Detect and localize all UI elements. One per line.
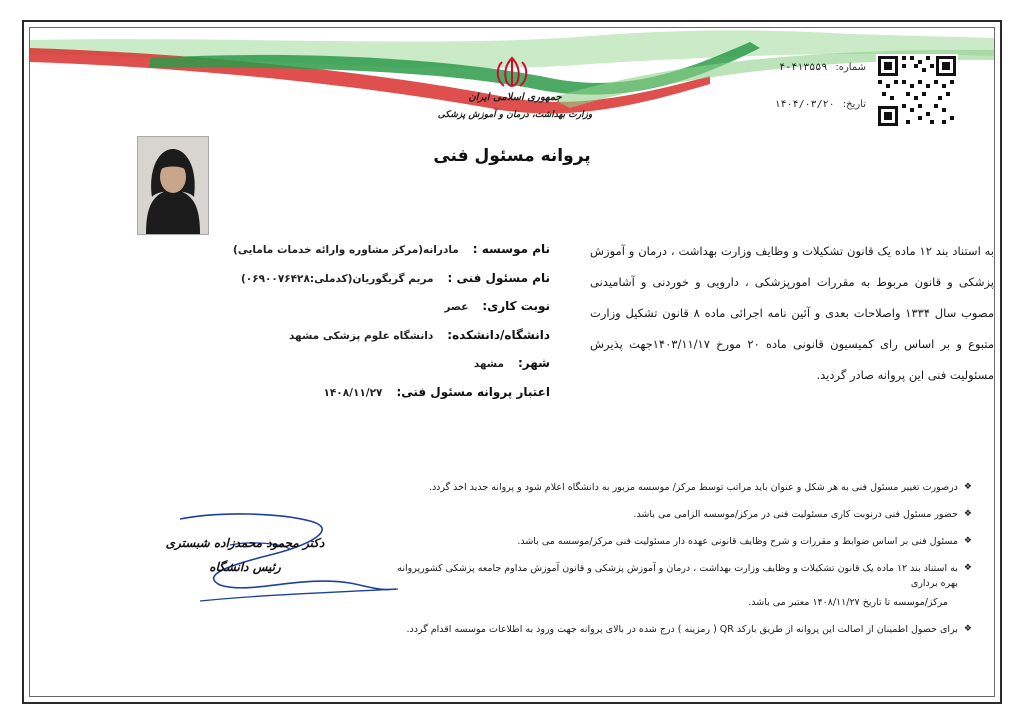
number-label: شماره: [835,62,866,73]
number-field [748,62,866,73]
technical-manager-label: نام مسئول فنی : [447,270,550,285]
date-value: ۱۴۰۴/۰۳/۲۰ [774,99,835,110]
license-body-text: به استناد بند ۱۲ ماده یک قانون تشکیلات و وظایف وزارت بهداشت ، درمان و آموزش پزشکی و قانون مربوط به مقررات امورپزشکی ، دارویی و خوردنی و آشامیدنی مصوب سال ۱۳۳۴ واصلاحات بعدی و آئین نامه اجرائی ماده ۸ قانون تشکیل وزارت متبوع و بر اساس رای کمیسیون قانونی ماده ۲۰ مورخ ۱۴۰۳/۱۱/۱۷جهت پذیرش مسئولیت فنی این پروانه صادر گردید. [590,244,995,382]
note-item [380,561,972,591]
note-text: حضور مسئول فنی درنوبت کاری مسئولیت فنی در مرکز/موسسه الزامی می باشد. [633,509,958,520]
note-item [380,534,972,549]
note-text: برای حصول اطمینان از اصالت این پروانه از طریق بارکد QR ( رمزینه ) درج شده در بالای پروانه جهت ورود به اطلاعات موسسه اقدام گردد. [406,624,958,635]
diamond-bullet-icon: ❖ [963,482,972,492]
signer-block [140,536,350,574]
diamond-bullet-icon: ❖ [963,509,972,519]
university-value: دانشگاه علوم پزشکی مشهد [288,329,434,342]
shift-row [270,299,550,328]
shift-label: نوبت کاری: [482,299,550,313]
qr-code-icon [876,54,958,128]
validity-value: ۱۴۰۸/۱۱/۲۷ [323,386,383,399]
note-text: به استناد بند ۱۲ ماده یک قانون تشکیلات و وظایف وزارت بهداشت ، درمان و آموزش پزشکی و قانون آموزش مداوم جامعه پزشکی کشورپروانه بهره برداری [397,563,958,589]
date-label: تاریخ: [842,99,866,110]
university-row [270,328,550,357]
ministry-line-1: جمهوری اسلامی ایران [468,92,562,103]
technical-manager-row [240,270,550,300]
validity-label: اعتبار پروانه مسئول فنی: [396,384,550,399]
holder-photo [137,136,209,235]
city-value: مشهد [473,358,504,370]
signer-name: دکتر محمود محمدزاده شبستری [165,536,325,550]
note-item [380,622,972,637]
date-field [748,99,866,110]
diamond-bullet-icon: ❖ [963,624,972,634]
page-title: پروانه مسئول فنی [433,146,591,166]
iran-emblem-icon [492,54,532,90]
technical-manager-value: مریم گریگوریان(کدملی:۰۶۹۰۰۷۶۴۲۸) [240,272,434,285]
info-block [233,242,550,413]
city-label: شهر: [518,356,550,370]
ministry-line-2: وزارت بهداشت، درمان و آموزش پزشکی [437,110,593,120]
signer-role: رئیس دانشگاه [209,560,281,574]
city-row [270,356,550,385]
note-text: درصورت تغییر مسئول فنی به هر شکل و عنوان باید مراتب توسط مرکز/ موسسه مزبور به دانشگاه اعلام شود و پروانه جدید اخذ گردد. [428,482,958,493]
note-text: مسئول فنی بر اساس ضوابط و مقررات و شرح وظایف قانونی عهده دار مسئولیت فنی مرکز/موسسه می باشد. [517,536,958,547]
notes-list [380,480,972,649]
validity-row [270,385,550,414]
note-item-continuation [380,595,948,610]
shift-value: عصر [444,301,469,313]
note-item [380,480,972,495]
number-value: ۴-۴۱۳۵۵۹ [779,62,828,73]
diamond-bullet-icon: ❖ [963,563,972,573]
diamond-bullet-icon: ❖ [963,536,972,546]
institution-label: نام موسسه : [472,242,550,256]
note-item [380,507,972,522]
university-label: دانشگاه/دانشکده: [447,327,550,342]
institution-row [233,242,550,271]
note-text: مرکز/موسسه تا تاریخ ۱۴۰۸/۱۱/۲۷ معتبر می باشد. [748,597,948,608]
institution-value: مادرانه(مرکز مشاوره وارائه خدمات مامایی) [233,244,459,256]
